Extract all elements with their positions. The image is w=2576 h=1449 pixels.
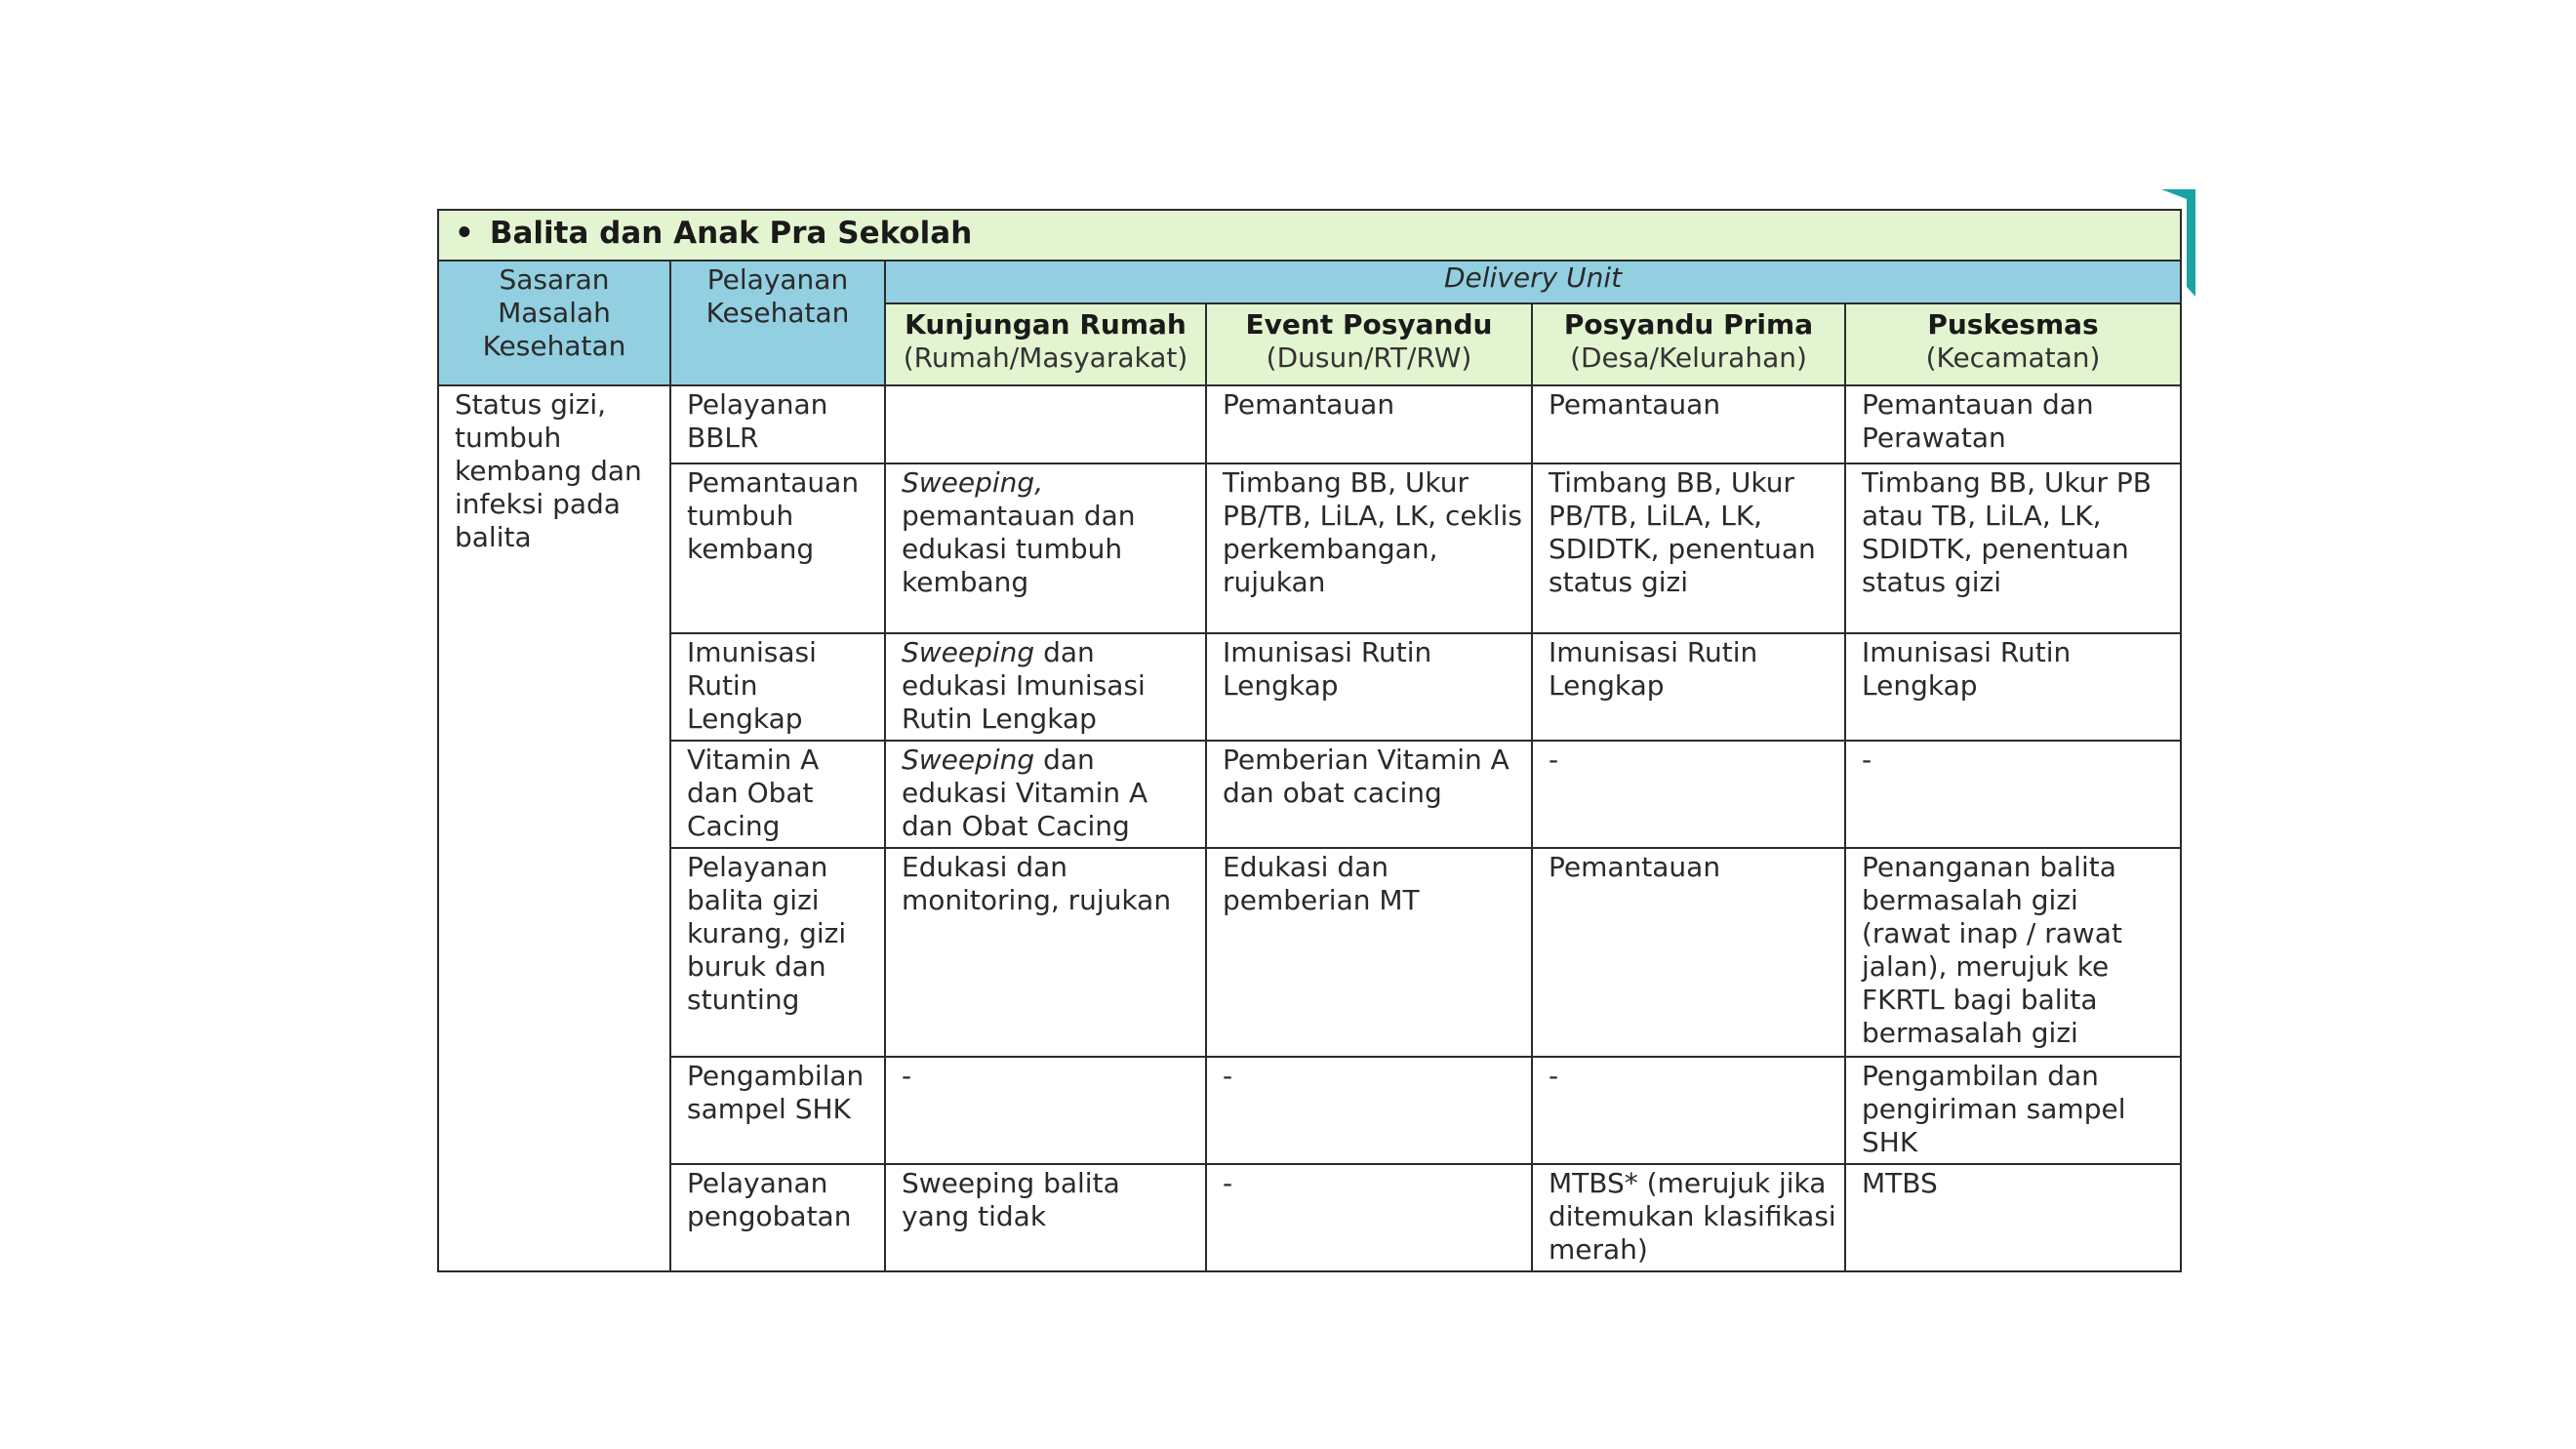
table-row [438,741,2181,848]
posyandu-prima-cell: - [1532,741,1845,848]
event-posyandu-cell: Edukasi dan pemberian MT [1206,848,1532,1057]
posyandu-prima-cell: Imunisasi Rutin Lengkap [1532,633,1845,741]
kunjungan-cell: Sweeping dan edukasi Vitamin A dan Obat Cacing [885,741,1206,848]
services-table-container [437,209,2180,1272]
event-posyandu-cell: Timbang BB, Ukur PB/TB, LiLA, LK, ceklis perkembangan, rujukan [1206,463,1532,633]
table-row [438,385,2181,463]
service-cell: Vitamin A dan Obat Cacing [670,741,885,848]
posyandu-prima-cell: - [1532,1057,1845,1164]
event-posyandu-cell: Pemantauan [1206,385,1532,463]
header-pelayanan: Pelayanan Kesehatan [670,261,885,385]
service-cell: Pemantauan tumbuh kembang [670,463,885,633]
kunjungan-cell: Sweeping balita yang tidak [885,1164,1206,1271]
table-row [438,1057,2181,1164]
puskesmas-cell: - [1845,741,2181,848]
posyandu-prima-cell: Timbang BB, Ukur PB/TB, LiLA, LK, SDIDTK, penentuan status gizi [1532,463,1845,633]
service-cell: Pelayanan balita gizi kurang, gizi buruk dan stunting [670,848,885,1057]
service-cell: Pelayanan pengobatan [670,1164,885,1271]
posyandu-prima-cell: Pemantauan [1532,848,1845,1057]
services-table [437,209,2182,1272]
puskesmas-cell: MTBS [1845,1164,2181,1271]
section-title-text: Balita dan Anak Pra Sekolah [489,216,973,251]
table-row [438,1164,2181,1271]
header-sasaran: Sasaran Masalah Kesehatan [438,261,670,385]
kunjungan-cell [885,385,1206,463]
service-cell: Imunisasi Rutin Lengkap [670,633,885,741]
puskesmas-cell: Penanganan balita bermasalah gizi (rawat inap / rawat jalan), merujuk ke FKRTL bagi balita bermasalah gizi [1845,848,2181,1057]
kunjungan-cell: Sweeping, pemantauan dan edukasi tumbuh kembang [885,463,1206,633]
puskesmas-cell: Pemantauan dan Perawatan [1845,385,2181,463]
sasaran-cell: Status gizi, tumbuh kembang dan infeksi pada balita [438,385,670,1271]
service-cell: Pelayanan BBLR [670,385,885,463]
header-unit-puskesmas: Puskesmas (Kecamatan) [1845,303,2181,385]
event-posyandu-cell: - [1206,1057,1532,1164]
header-unit-event-posyandu: Event Posyandu (Dusun/RT/RW) [1206,303,1532,385]
puskesmas-cell: Timbang BB, Ukur PB atau TB, LiLA, LK, SDIDTK, penentuan status gizi [1845,463,2181,633]
header-unit-posyandu-prima: Posyandu Prima (Desa/Kelurahan) [1532,303,1845,385]
header-unit-kunjungan: Kunjungan Rumah (Rumah/Masyarakat) [885,303,1206,385]
bullet-icon: • [455,216,474,251]
puskesmas-cell: Imunisasi Rutin Lengkap [1845,633,2181,741]
service-cell: Pengambilan sampel SHK [670,1057,885,1164]
event-posyandu-cell: - [1206,1164,1532,1271]
section-title [438,210,2181,261]
posyandu-prima-cell: Pemantauan [1532,385,1845,463]
header-delivery-unit: Delivery Unit [885,261,2181,303]
table-row [438,463,2181,633]
kunjungan-cell: - [885,1057,1206,1164]
table-row [438,633,2181,741]
kunjungan-cell: Edukasi dan monitoring, rujukan [885,848,1206,1057]
kunjungan-cell: Sweeping dan edukasi Imunisasi Rutin Lengkap [885,633,1206,741]
posyandu-prima-cell: MTBS* (merujuk jika ditemukan klasifikasi merah) [1532,1164,1845,1271]
event-posyandu-cell: Imunisasi Rutin Lengkap [1206,633,1532,741]
puskesmas-cell: Pengambilan dan pengiriman sampel SHK [1845,1057,2181,1164]
event-posyandu-cell: Pemberian Vitamin A dan obat cacing [1206,741,1532,848]
table-row [438,848,2181,1057]
